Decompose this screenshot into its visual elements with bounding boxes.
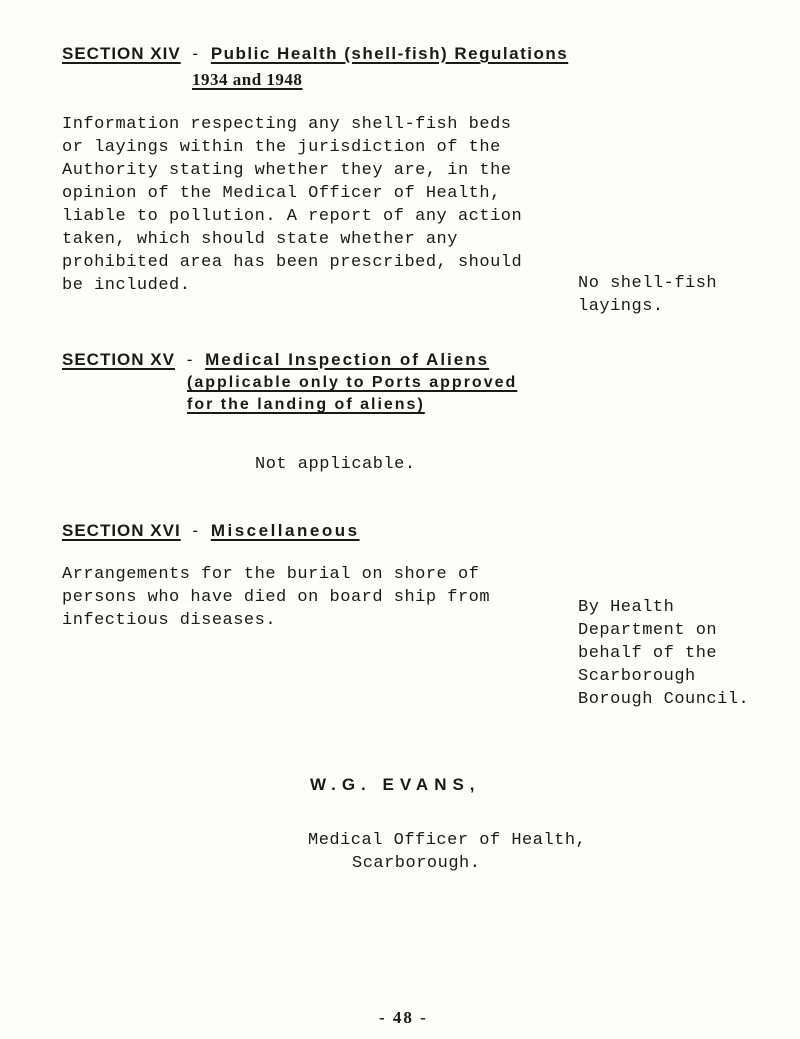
- section-14-body: [62, 113, 522, 297]
- body-line: or layings within the jurisdiction of the: [62, 138, 501, 157]
- section-15-dash: -: [186, 350, 194, 369]
- section-14-answer: [578, 272, 717, 318]
- body-line: Arrangements for the burial on shore of: [62, 565, 480, 584]
- signature-name: W.G. EVANS,: [310, 775, 481, 794]
- body-line: liable to pollution. A report of any action: [62, 207, 523, 226]
- body-line: persons who have died on board ship from: [62, 588, 491, 607]
- section-15-title: Medical Inspection of Aliens: [205, 350, 490, 369]
- section-15-subheading: [187, 372, 517, 416]
- body-line: prohibited area has been prescribed, should: [62, 253, 523, 272]
- section-16-title: Miscellaneous: [210, 521, 360, 540]
- answer-line: Scarborough: [578, 667, 696, 686]
- subheading-line: for the landing of aliens): [187, 396, 425, 413]
- answer-line: No shell-fish: [578, 274, 718, 293]
- section-14-years: 1934 and 1948: [192, 70, 303, 89]
- answer-line: Department on: [578, 621, 718, 640]
- signature-role: Medical Officer of Health,: [308, 831, 587, 850]
- section-16-label: SECTION XVI: [62, 521, 181, 540]
- section-16-body: [62, 563, 490, 632]
- page-number: - 48 -: [379, 1008, 428, 1027]
- section-14-dash: -: [192, 44, 200, 63]
- body-line: opinion of the Medical Officer of Health,: [62, 184, 501, 203]
- body-line: Information respecting any shell-fish beds: [62, 115, 512, 134]
- answer-line: layings.: [578, 297, 664, 316]
- body-line: Authority stating whether they are, in the: [62, 161, 512, 180]
- body-line: infectious diseases.: [62, 611, 277, 630]
- section-16-dash: -: [192, 521, 200, 540]
- section-14-heading: [62, 44, 568, 64]
- section-14-title: Public Health (shell-fish) Regulations: [210, 44, 569, 63]
- section-15-answer: Not applicable.: [255, 455, 416, 474]
- answer-line: Borough Council.: [578, 690, 750, 709]
- section-16-answer: [578, 596, 749, 711]
- body-line: taken, which should state whether any: [62, 230, 458, 249]
- section-15-label: SECTION XV: [62, 350, 175, 369]
- answer-line: By Health: [578, 598, 675, 617]
- answer-line: behalf of the: [578, 644, 718, 663]
- body-line: be included.: [62, 276, 191, 295]
- subheading-line: (applicable only to Ports approved: [187, 374, 518, 391]
- section-16-heading: [62, 521, 360, 541]
- signature-place: Scarborough.: [352, 854, 481, 873]
- section-14-label: SECTION XIV: [62, 44, 181, 63]
- section-15-heading: [62, 350, 489, 370]
